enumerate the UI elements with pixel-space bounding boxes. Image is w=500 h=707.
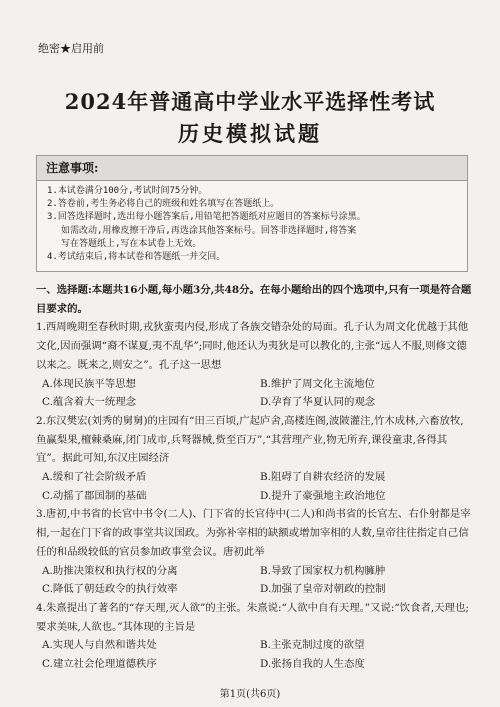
option-d: D.孕育了华夏认同的观念	[260, 396, 376, 409]
options	[36, 468, 472, 505]
question-2	[36, 412, 472, 506]
option-b: B.导致了国家权力机构臃肿	[260, 564, 386, 577]
exam-title: 2024年普通高中学业水平选择性考试	[64, 89, 436, 114]
option-c: C.降低了朝廷政令的执行效率	[42, 583, 178, 596]
confidential-label: 绝密★启用前	[38, 42, 104, 55]
option-c: C.蕴含着大一统理念	[42, 396, 137, 409]
option-a: A.助推决策权和执行权的分离	[42, 564, 178, 577]
question-stem: 2.东汉樊宏(刘秀的舅舅)的庄园有“田三百顷,广起庐舍,高楼连阁,波陂灌注,竹木成林,六畜放牧,鱼赢梨果,檀棘桑麻,闭门成市,兵弩器械,赀至百万”,“其营理产业,物无所弃,课役童隶,各得其宜”。据此可知,东汉庄园经济	[36, 414, 464, 465]
section-heading: 一、选择题:本题共16小题,每小题3分,共48分。在每小题给出的四个选项中,只有一项是符合题目要求的。	[36, 284, 472, 315]
options	[36, 562, 472, 599]
option-b: B.阻碍了自耕农经济的发展	[260, 471, 386, 484]
option-b: B.主张克制过度的欲望	[260, 639, 365, 652]
question-4	[36, 599, 472, 674]
questions-section	[36, 281, 472, 674]
option-a: A.缓和了社会阶级矛盾	[42, 471, 147, 484]
exam-subtitle: 历史模拟试题	[178, 121, 322, 146]
notice-item: 2.答卷前,考生务必将自己的班级和姓名填写在答题纸上。	[47, 199, 280, 210]
notice-heading: 注意事项:	[37, 156, 467, 181]
notice-box	[36, 155, 468, 272]
notice-item: 写在答题纸上,写在本试卷上无效。	[61, 238, 202, 249]
option-d: D.加强了皇帝对朝政的控制	[260, 583, 386, 596]
option-b: B.维护了周文化主流地位	[260, 377, 375, 390]
page-number: 第1页(共6页)	[219, 689, 281, 700]
options	[36, 375, 472, 412]
option-a: A.体现民族平等思想	[42, 377, 136, 390]
notice-item: 3.回答选择题时,选出每小题答案后,用铅笔把答题纸对应题目的答案标号涂黑。	[47, 212, 366, 223]
notice-body	[37, 181, 467, 264]
option-c: C.建立社会伦理道德秩序	[42, 658, 157, 671]
question-stem: 4.朱熹提出了著名的“存天理,灭人欲”的主张。朱熹说:“人欲中自有天理。”又说:“饮食者,天理也;要求美味,人欲也。”其体现的主旨是	[36, 601, 469, 633]
question-stem: 3.唐初,中书省的长官中书令(二人)、门下省的长官侍中(二人)和尚书省的长官左、右仆射都是宰相,一起在门下省的政事堂共议国政。为弥补宰相的缺额或增加宰相的人数,皇帝往往指定自己信任的和品级较低的官员参加政事堂会议。唐初此举	[36, 508, 471, 558]
option-d: D.提升了豪强地主政治地位	[260, 489, 386, 502]
notice-item: 4.考试结束后,将本试卷和答题纸一并交回。	[47, 252, 226, 263]
option-d: D.张扬自我的人生态度	[260, 658, 365, 671]
question-stem: 1.西周晚期至春秋时期,戎狄蛮夷内侵,形成了各族交错杂处的局面。孔子认为周文化优越于其他文化,因而强调“裔不谋夏,夷不乱华”;同时,他还认为夷狄是可以教化的,主张“远人不服,则修文德以来之。既来之,则安之”。孔子这一思想	[36, 321, 469, 371]
notice-item: 如需改动,用橡皮擦干净后,再选涂其他答案标号。回答非选择题时,将答案	[61, 225, 357, 236]
option-a: A.实现人与自然和谐共处	[42, 639, 157, 652]
options	[36, 636, 472, 673]
notice-item: 1.本试卷满分100分,考试时间75分钟。	[47, 186, 208, 196]
question-1	[36, 318, 472, 412]
question-3	[36, 505, 472, 599]
option-c: C.动摇了郡国制的基础	[42, 489, 147, 502]
